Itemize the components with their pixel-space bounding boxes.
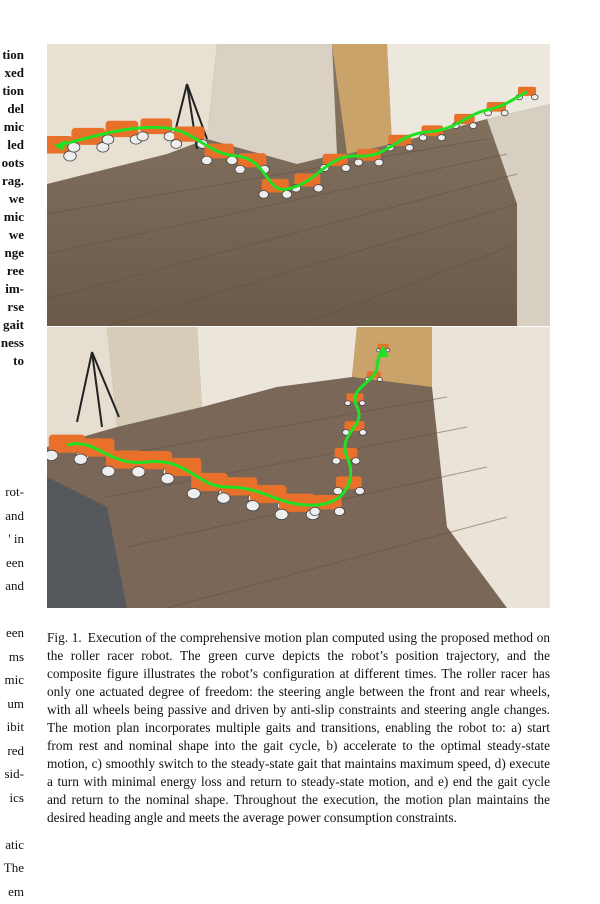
left-column-fragment: atic <box>5 836 24 852</box>
left-column-fragment: tion <box>2 47 24 62</box>
left-column-fragment: um <box>7 695 24 711</box>
left-column-fragment: we <box>8 227 24 242</box>
left-column-fragment: mic <box>3 209 24 224</box>
left-column-fragment: een <box>5 554 24 570</box>
left-column-fragment: rse <box>7 299 24 314</box>
left-column-fragment: and <box>5 507 24 523</box>
left-column-fragment: ms <box>8 648 24 664</box>
composite-photo-bottom <box>47 327 550 608</box>
left-column-fragment: em <box>8 883 24 899</box>
left-column-fragment: The <box>3 860 24 875</box>
left-column-fragment: mic <box>4 672 24 687</box>
left-column-fragment: sid- <box>4 766 24 781</box>
composite-photo-top <box>47 44 550 326</box>
left-column-fragment <box>0 809 24 833</box>
left-column-fragment: nge <box>4 245 24 260</box>
left-column-fragment: gait <box>3 317 24 332</box>
left-column-fragment: to <box>13 353 24 368</box>
left-column-fragment: del <box>7 101 24 116</box>
left-column-fragment: ibit <box>6 719 24 734</box>
left-column-fragment: rot- <box>5 484 24 499</box>
figure-caption-text: Execution of the comprehensive motion plan computed using the proposed method on the roller racer robot. The green curve depicts the robot’s position trajectory, and the composite figure illustrates the robot’s configuration at different times. The roller racer has only one actuated degree of freedom: the steering angle between the front and rear wheels, with all wheels being passive and driven by anti-slip constraints and steering angle changes. The motion plan incorporates multiple gaits and transitions, enabling the robot to: a) start from rest and nominal shape into the gait cycle, b) accelerate to the optimal steady-state motion, c) smoothly switch to the steady-state gait that maintains maximum speed, d) execute a turn with minimal energy loss and return to steady-state motion, and e) end the gait cycle and return to the nominal shape. Throughout the execution, the motion plan maintains the desired heading angle and meets the average power consumption constraints. <box>47 630 551 825</box>
left-column-fragment: mic <box>3 119 24 134</box>
left-column-body-fragments <box>0 480 24 903</box>
left-column-fragment: ness <box>0 335 24 350</box>
left-column-fragment: ics <box>9 789 24 805</box>
left-column-fragment <box>0 598 24 622</box>
left-column-fragment: led <box>7 137 24 152</box>
left-column-fragment: and <box>5 578 24 593</box>
left-column-fragment: tion <box>2 83 24 98</box>
left-column-fragment: oots <box>1 155 24 170</box>
left-column-fragment: xed <box>4 65 24 80</box>
left-column-bold-fragments <box>0 46 24 370</box>
left-column-fragment: im- <box>5 281 24 296</box>
figure-label: Fig. 1. <box>47 630 82 645</box>
left-column-fragment: ' in <box>8 531 24 546</box>
left-column-fragment: rag. <box>1 173 24 188</box>
left-column-fragment: red <box>7 742 24 758</box>
left-column-fragment: ree <box>6 263 24 278</box>
figure-caption <box>47 629 550 827</box>
left-column-fragment: een <box>5 625 24 640</box>
left-column-fragment: we <box>8 191 24 206</box>
